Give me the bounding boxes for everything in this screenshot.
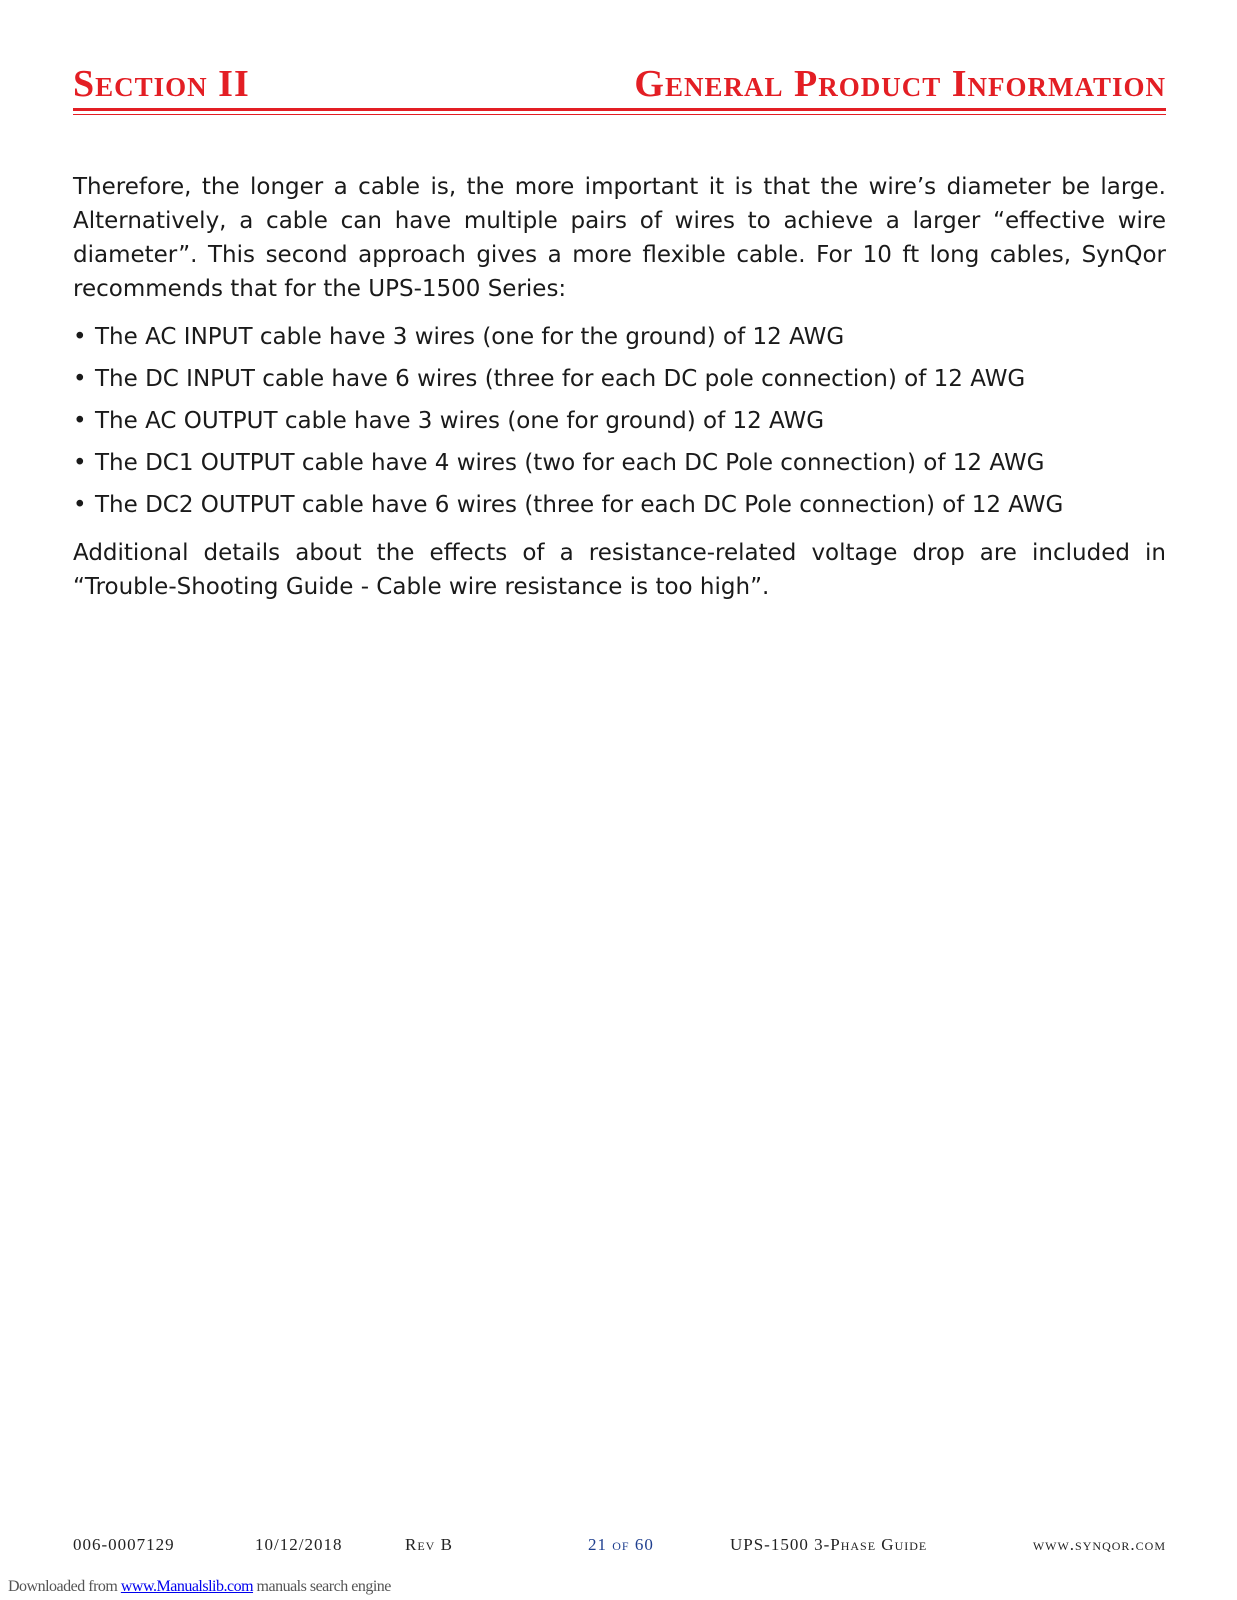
header-rule-thick: [73, 108, 1166, 111]
header-rule-thin: [73, 114, 1166, 115]
bullet-icon: •: [73, 492, 87, 518]
page-footer: [73, 1535, 1166, 1559]
list-item: [73, 362, 1166, 396]
download-suffix: manuals search engine: [256, 1578, 391, 1595]
page-header: [73, 62, 1166, 106]
doc-number: 006-0007129: [73, 1535, 175, 1554]
guide-title: UPS-1500 3-Phase Guide: [730, 1535, 928, 1554]
doc-date: 10/12/2018: [255, 1535, 343, 1554]
list-item-text: The DC1 OUTPUT cable have 4 wires (two for each DC Pole connection) of 12 AWG: [95, 450, 1045, 476]
main-content: [73, 170, 1166, 604]
closing-paragraph: Additional details about the effects of a resistance-related voltage drop are included in “Trouble-Shooting Guide - Cable wire resistance is too high”.: [73, 540, 1166, 600]
list-item: [73, 404, 1166, 438]
section-label: Section II: [73, 63, 250, 105]
bullet-icon: •: [73, 324, 87, 350]
list-item-text: The AC INPUT cable have 3 wires (one for the ground) of 12 AWG: [95, 324, 845, 350]
list-item: [73, 488, 1166, 522]
list-item-text: The AC OUTPUT cable have 3 wires (one for ground) of 12 AWG: [95, 408, 825, 434]
page-number: 21 of 60: [588, 1535, 654, 1554]
manualslib-link[interactable]: www.Manualslib.com: [120, 1578, 254, 1595]
bullet-icon: •: [73, 366, 87, 392]
list-item: [73, 446, 1166, 480]
website-link[interactable]: www.synqor.com: [1032, 1535, 1166, 1554]
cable-requirements-list: [73, 320, 1166, 522]
download-prefix: Downloaded from: [8, 1578, 118, 1595]
intro-paragraph: Therefore, the longer a cable is, the more important it is that the wire’s diameter be large. Alternatively, a cable can have multiple pairs of wires to achieve a larger “effective wire diameter”. This second approach gives a more flexible cable. For 10 ft long cables, SynQor recommends that for the UPS-1500 Series:: [73, 174, 1166, 302]
section-title: General Product Information: [634, 63, 1166, 105]
list-item: [73, 320, 1166, 354]
bullet-icon: •: [73, 408, 87, 434]
list-item-text: The DC INPUT cable have 6 wires (three for each DC pole connection) of 12 AWG: [95, 366, 1026, 392]
list-item-text: The DC2 OUTPUT cable have 6 wires (three for each DC Pole connection) of 12 AWG: [95, 492, 1064, 518]
download-bar: [8, 1578, 391, 1596]
bullet-icon: •: [73, 450, 87, 476]
doc-revision: Rev B: [405, 1535, 453, 1554]
